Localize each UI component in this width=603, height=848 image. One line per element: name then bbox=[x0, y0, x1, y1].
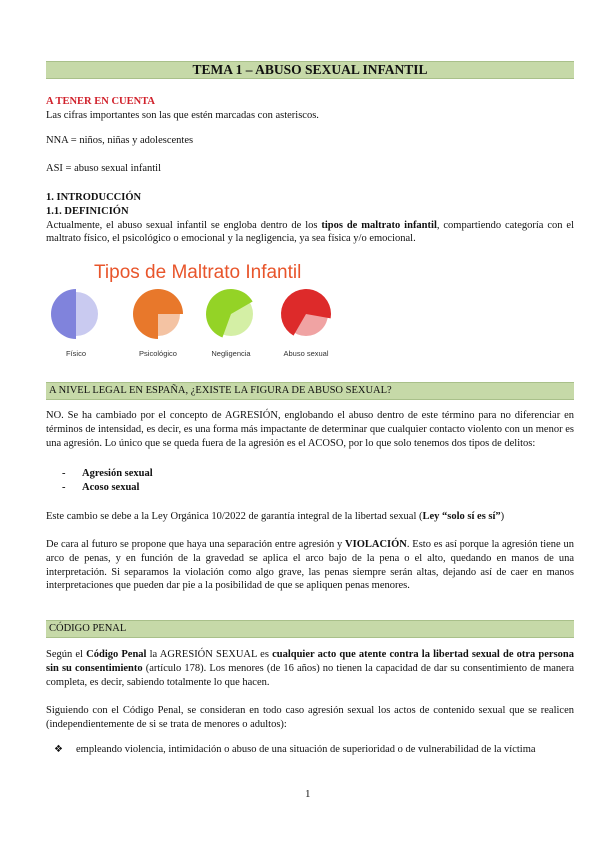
definition-text: Actualmente, el abuso sexual infantil se engloba dentro de los tipos de maltrato infantil, compartiendo categoría con el maltrato físico, el psicológico o emocional y la negligencia, ya sea física y/o emocional. bbox=[46, 219, 574, 245]
diamond-bullet-icon: ❖ bbox=[54, 744, 63, 755]
penal-bullet: ❖ empleando violencia, intimidación o abuso de una situación de superioridad o de vulnerabilidad de la víctima bbox=[54, 744, 536, 755]
legal-text: NO. Se ha cambiado por el concepto de AGRESIÓN, englobando el abuso dentro de este término para no diferenciar en términos de intensidad, es decir, es una forma más impactante de determinar que cualquier contacto violento con un menor es una agresión. Lo único que se queda fuera de la agresión es el ACOSO, por lo que solo tenemos dos tipos de delitos: bbox=[46, 410, 574, 449]
chart-title: Tipos de Maltrato Infantil bbox=[94, 262, 302, 283]
page-number: 1 bbox=[305, 788, 311, 800]
pie-slice-1 bbox=[133, 289, 183, 339]
penal-text-2: Siguiendo con el Código Penal, se consideran en todo caso agresión sexual los actos de contenido sexual que se realicen (independientemente de si se trata de menores o adultos): bbox=[46, 705, 574, 730]
abbr-nna: NNA = niños, niñas y adolescentes bbox=[46, 135, 194, 146]
pie-label-1: Psicológico bbox=[139, 349, 177, 358]
future-text: De cara al futuro se propone que haya una separación entre agresión y VIOLACIÓN. Esto es así porque la agresión tiene un arco de penas, y en función de la gravedad se aplica el arco bajo de la pena o el alto, quedando en manos de una interpretación. Si separamos la violación como algo grave, las penas siempre serán altas, dejando así de caer en manos interpretaciones que pueden dar pie a la posibilidad de que se apliquen penas menores. bbox=[46, 539, 574, 592]
penal-band: CÓDIGO PENAL bbox=[46, 620, 574, 638]
maltrato-chart bbox=[46, 252, 346, 364]
section-introduccion bbox=[46, 191, 574, 246]
law-text: Este cambio se debe a la Ley Orgánica 10/2022 de garantía integral de la libertad sexual (Ley “solo sí es sí”) bbox=[46, 511, 505, 522]
note-block bbox=[46, 95, 574, 123]
pie-label-3: Abuso sexual bbox=[283, 349, 329, 358]
pie-label-0: Físico bbox=[65, 349, 87, 358]
note-heading: A TENER EN CUENTA bbox=[46, 96, 156, 107]
section-subheading: 1.1. DEFINICIÓN bbox=[46, 205, 129, 217]
page-title: TEMA 1 – ABUSO SEXUAL INFANTIL bbox=[46, 61, 574, 79]
pie-label-2: Negligencia bbox=[211, 349, 251, 358]
list-item: - Agresión sexual bbox=[62, 468, 153, 479]
list-item: - Acoso sexual bbox=[62, 482, 140, 493]
penal-text-1: Según el Código Penal la AGRESIÓN SEXUAL es cualquier acto que atente contra la libertad sexual de otra persona sin su consentimiento (artículo 178). Los menores (de 16 años) no tienen la capacidad de dar su consentimiento de manera completa, es decir, sabiendo totalmente lo que hacen. bbox=[46, 649, 575, 688]
abbr-asi: ASI = abuso sexual infantil bbox=[46, 163, 161, 174]
legal-band: A NIVEL LEGAL EN ESPAÑA, ¿EXISTE LA FIGURA DE ABUSO SEXUAL? bbox=[46, 382, 574, 400]
note-text: Las cifras importantes son las que estén marcadas con asteriscos. bbox=[46, 109, 319, 121]
section-heading: 1. INTRODUCCIÓN bbox=[46, 192, 142, 203]
pie-slice-0 bbox=[51, 289, 76, 339]
